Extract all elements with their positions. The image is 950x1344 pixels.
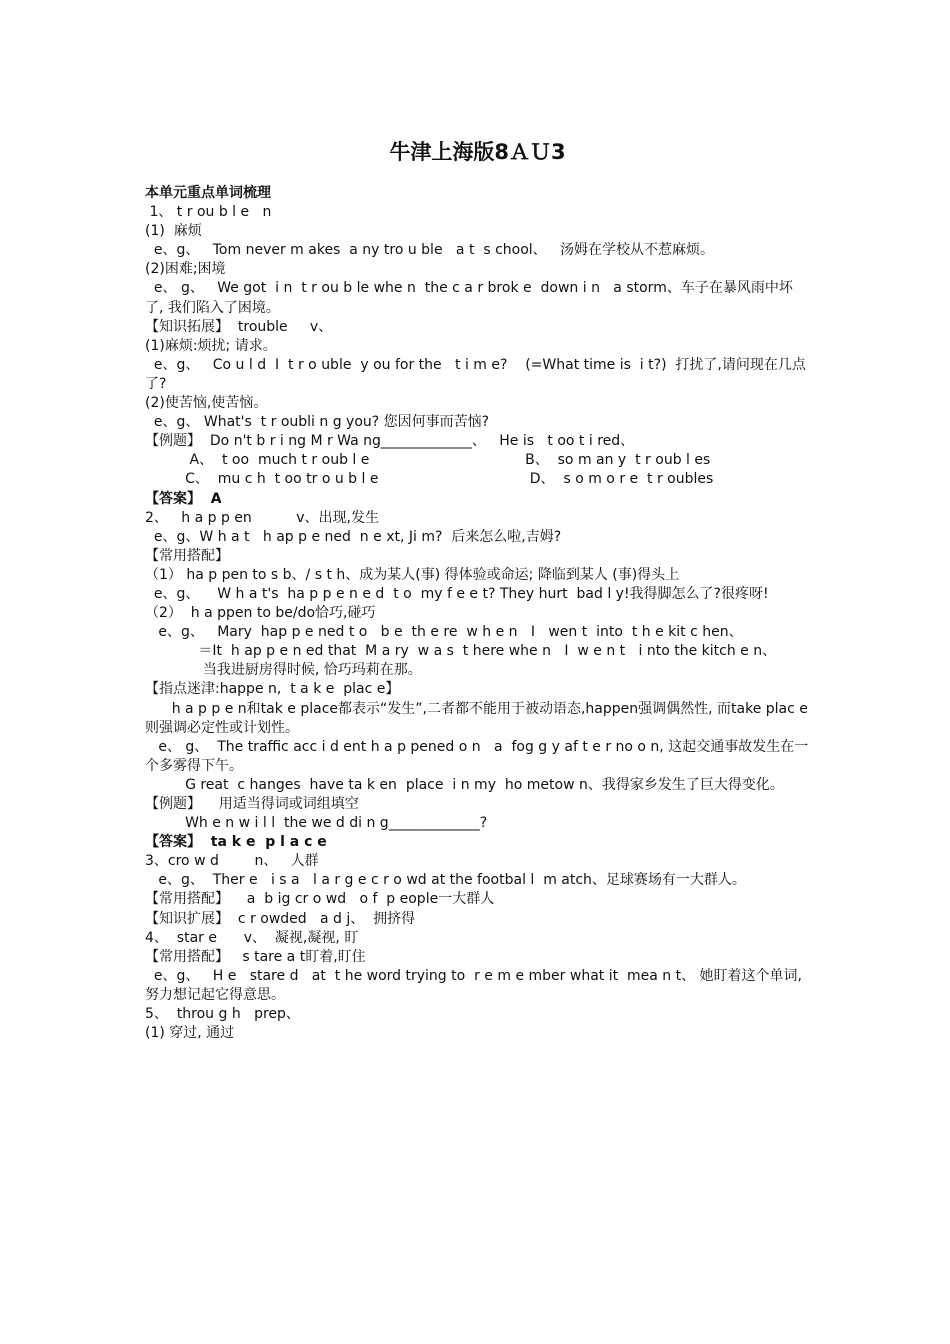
text-line: 本单元重点单词梳理	[145, 185, 271, 201]
text-line: G reat c hanges have ta k en place i n my ho metow n、我得家乡发生了巨大得变化。	[145, 776, 784, 793]
text-line: A、 t oo much t r oub l e B、 so m an y t r oub l es	[145, 452, 711, 469]
text-line: (1) 麻烦	[145, 223, 202, 240]
text-line: e、g、 Mary hap p e ned t o b e th e re w h e n I wen t into t h e kit c hen、	[145, 624, 743, 641]
text-line: e、g、 Tom never m akes a ny tro u ble a t s chool、 汤姆在学校从不惹麻烦。	[145, 242, 715, 259]
document-page	[145, 130, 810, 1043]
text-line: Wh e n w i l l the we d di n g_____________?	[145, 815, 488, 832]
text-line: ＝It h ap p e n ed that M a ry w a s t here whe n I w e n t i nto the kitch e n、	[145, 643, 777, 660]
text-line: 【知识拓展】 trouble v、	[145, 318, 333, 335]
text-line: 【例题】 Do n't b r i ng M r Wa ng_____________、 He is t oo t i red、	[145, 433, 635, 450]
page-title: 牛津上海版8ＡＵ3	[389, 140, 566, 164]
text-line: （2） h a ppen to be/do恰巧,碰巧	[145, 605, 376, 622]
text-line: e、g、 H e stare d at t he word trying to r e m e mber what it mea n t、 她盯着这个单词,努力想记起它得意思。	[145, 967, 802, 1003]
text-line: 5、 throu g h prep、	[145, 1006, 300, 1023]
text-line: 1、 t r ou b l e n	[145, 204, 272, 221]
text-line: 【常用搭配】	[145, 547, 229, 564]
text-line: (2)使苦恼,使苦恼。	[145, 395, 268, 412]
text-line: e、 g、 The traffic acc i d ent h a p pened o n a fog g y af t e r no o n, 这起交通事故发生在一个多雾得下午。	[145, 738, 809, 774]
text-line: h a p p e n和tak e place都表示“发生”,二者都不能用于被动语态,happen强调偶然性, 而take plac e则强调必定性或计划性。	[145, 700, 808, 736]
text-line: 【例题】 用适当得词或词组填空	[145, 796, 359, 812]
text-line: 4、 star e v、 凝视,凝视, 盯	[145, 929, 359, 946]
text-line: 【常用搭配】 a b ig cr o wd o f p eople一大群人	[145, 891, 495, 908]
text-line: e、g、 Co u l d I t r o uble y ou for the t i m e? (=What time is i t?) 打扰了,请问现在几点了?	[145, 356, 806, 392]
text-line: (1) 穿过, 通过	[145, 1025, 235, 1042]
text-line: 【知识扩展】 c r owded a d j、 拥挤得	[145, 910, 416, 927]
text-line: e、g、W h a t h ap p e ned n e xt, Ji m? 后来怎么啦,吉姆?	[145, 528, 562, 545]
text-line: （1） ha p pen to s b、/ s t h、成为某人(事) 得体验或命运; 降临到某人 (事)得头上	[145, 566, 680, 583]
text-line: 【答案】 ta k e p l a c e	[145, 834, 327, 851]
text-line: C、 mu c h t oo tr o u b l e D、 s o m o r e t r oubles	[145, 471, 714, 488]
text-line: (2)困难;困境	[145, 261, 226, 278]
text-line: 当我进厨房得时候, 恰巧玛莉在那。	[145, 662, 422, 679]
text-line: e、g、 What's t r oubli n g you? 您因何事而苦恼?	[145, 414, 490, 431]
text-line: 2、 h a p p en v、出现,发生	[145, 509, 380, 526]
text-line: 【常用搭配】 s tare a t盯着,盯住	[145, 948, 366, 965]
text-line: e、g、 Ther e i s a l a r g e c r o wd at the footbal l m atch、足球赛场有一大群人。	[145, 872, 746, 889]
text-line: e、 g、 We got i n t r ou b le whe n the c a r brok e down i n a storm、车子在暴风雨中坏了, 我们陷入了困境。	[145, 280, 793, 316]
text-line: 【答案】 A	[145, 490, 222, 507]
text-line: 【指点迷津:happe n, t a k e plac e】	[145, 681, 400, 698]
text-line: 3、cro w d n、 人群	[145, 853, 319, 870]
document-body	[145, 184, 810, 1043]
text-line: e、g、 W h a t's ha p p e n e d t o my f e e t? They hurt bad l y!我得脚怎么了?很疼呀!	[145, 585, 769, 602]
text-line: (1)麻烦:烦扰; 请求。	[145, 337, 277, 354]
